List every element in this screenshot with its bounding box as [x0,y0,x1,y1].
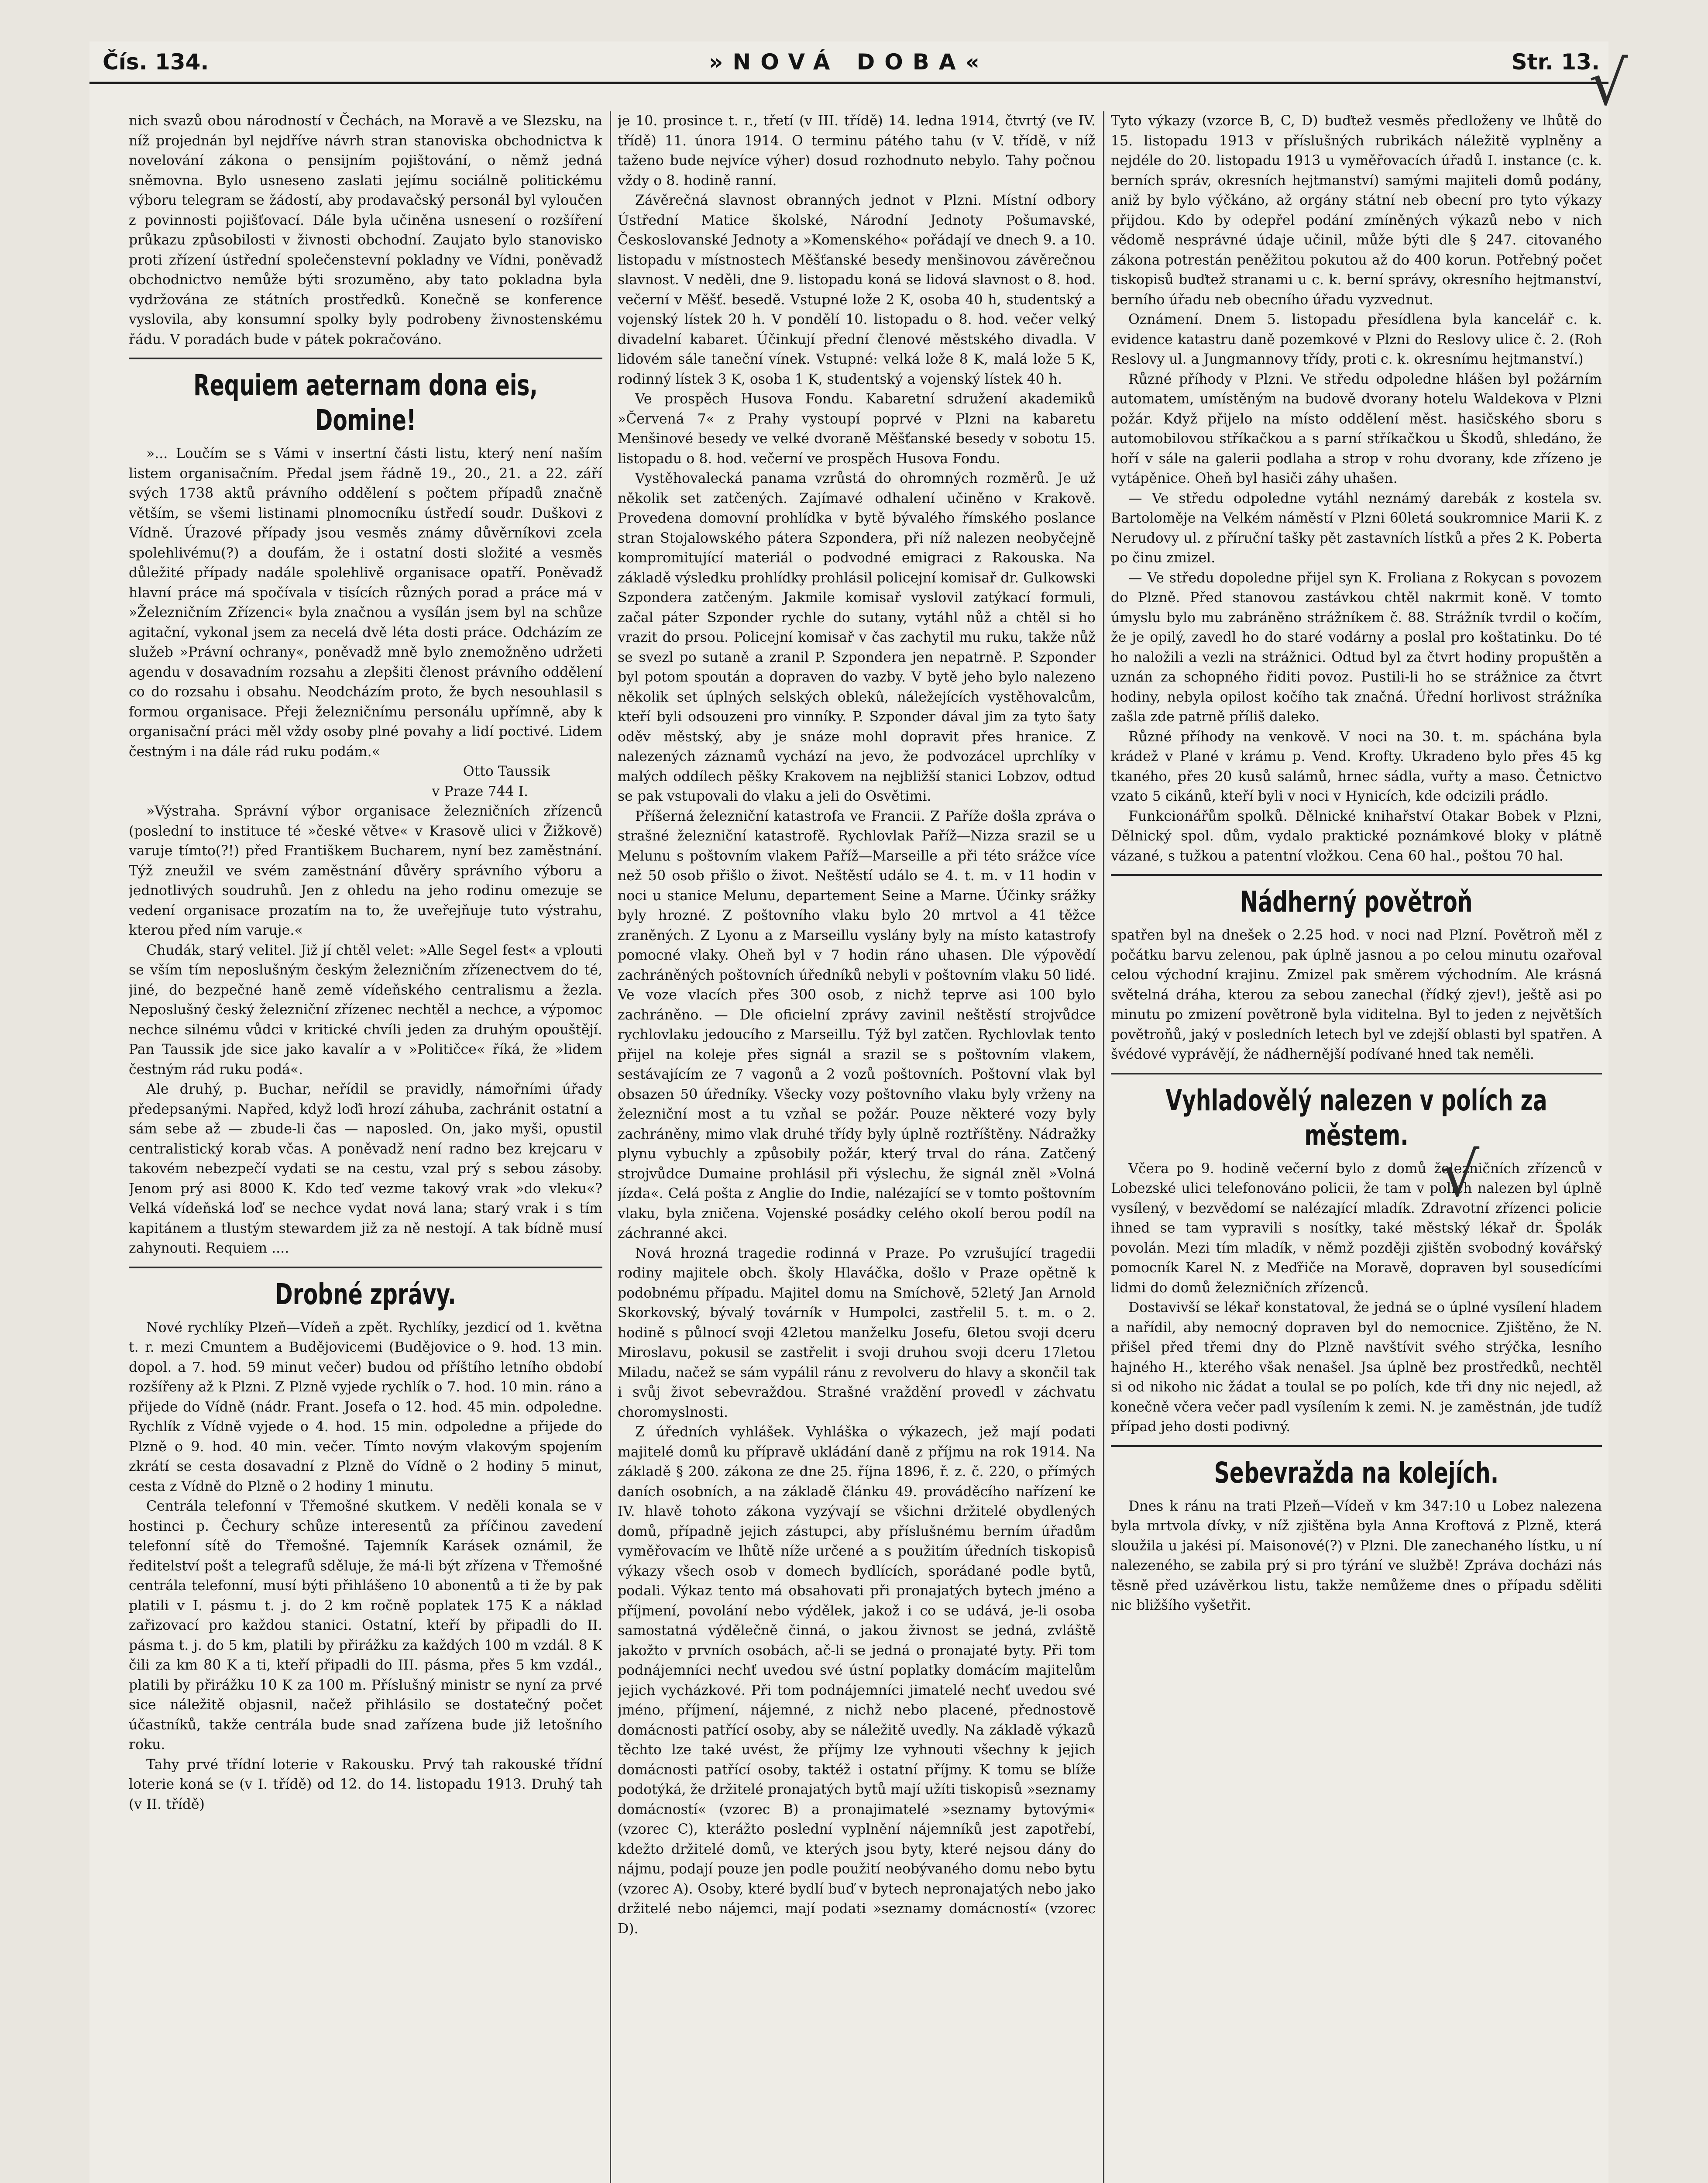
headline-sebevrazda: Sebevražda na kolejích. [1214,1456,1499,1490]
section-rule [129,1267,602,1268]
column-divider [1103,111,1104,2183]
signature-place: v Praze 744 I. [432,783,528,799]
section-rule [1111,1445,1602,1447]
newspaper-page [89,41,1608,2183]
page-number: Str. 13. [1511,49,1600,75]
column-1 [129,111,602,2183]
news-item: Funkcionářům spolků. Dělnické knihařství Otakar Bobek v Plzni, Dělnický spol. dům, vydalo praktické poznámkové bloky v plátně vázané, s tužkou a patentní vložkou. Cena 60 hal., poštou 70 hal. [1111,808,1602,864]
handwritten-checkmark-icon: √ [1440,1140,1480,1211]
headline-drobne-zpravy: Drobné zprávy. [275,1277,456,1311]
news-item: Nové rychlíky Plzeň—Vídeň a zpět. Rychlíky, jezdicí od 1. května t. r. mezi Cmuntem a Budějovicemi (Budějovice o 9. hod. 13 min. dopol. a 7. hod. 59 minut večer) budou od příštího letního období rozšířeny až k Plzni. Z Plzně vyjede rychlík o 7. hod. 10 min. ráno a přijede do Vídně (nádr. Frant. Josefa o 12. hod. 45 min. odpoledne. Rychlík z Vídně vyjede o 4. hod. 15 min. odpoledne a přijede do Plzně o 9. hod. 40 min. večer. Tímto novým vlakovým spojením zkrátí se cesta dosavadní z Plzně do Vídně o 2 hodiny 5 minut, cesta z Vídně do Plzně o 2 hodiny 1 minutu. [129,1319,602,1494]
article-text: Dnes k ránu na trati Plzeň—Vídeň v km 347:10 u Lobez nalezena byla mrtvola dívky, v níž zjištěna byla Anna Kroftová z Plzně, která sloužila u jakési pí. Maisonové(?) v Plzni. Dle zanechaného lístku, u ní nalezeného, se zabila prý si pro týrání ve službě! Zpráva docházi nás těsně před uzávěrkou listu, takže nemůžeme dnes o případu sděliti nic bližšího vyšetřit. [1111,1498,1602,1613]
headline-requiem: Requiem aeternam dona eis, Domine! [193,368,538,437]
article-text: nich svazů obou národností v Čechách, na Moravě a ve Slezsku, na níž projednán byl nejdříve návrh stran stanoviska obchodnictva k novelování zákona o pensijním pojištování, o němž jedná sněmovna. Bylo usneseno zaslati jejímu sociálně politickému výboru telegram se žádostí, aby prodavačský personál byl vyloučen z povinnosti pojišťovací. Dále byla učiněna usnesení o rozšíření průkazu způsobilosti v živnosti obchodní. Zaujato bylo stanovisko proti zřízení ústřední společenstevní pokladny ve Vídni, poněvadž obchodnictvo nemůže býti srozuměno, aby tato pokladna byla vydržována ze státních prostředků. Konečně se konference vyslovila, aby konsumní spolky byly podrobeny živnostenskému řádu. V poradách bude v pátek pokračováno. [129,113,602,348]
article-text: »Výstraha. Správní výbor organisace železničních zřízenců (poslední to instituce té »české větve« v Krasově ulici v Žižkově) varuje tímto(?!) před Františkem Bucharem, nyní bez zaměstnání. Týž zneužil ve svém zaměstnání důvěry správního výboru a jednotlivých soudruhů. Jen z ohledu na jeho rodinu omezuje se vedení organisace prozatím na to, že uveřejňuje tuto výstrahu, kterou před ním varuje.« [129,803,602,938]
news-item: Různé příhody na venkově. V noci na 30. t. m. spáchána byla krádež v Plané v krámu p. Vend. Krofty. Ukradeno bylo přes 45 kg tkaného, přes 20 kusů salámů, hrnec sádla, vuřty a maso. Četnictvo vzato 5 cikánů, kteří byli v noci v Hynicích, kde odcizili prádlo. [1111,729,1602,804]
news-item: je 10. prosince t. r., třetí (v III. třídě) 14. ledna 1914, čtvrtý (ve IV. třídě) 11. února 1914. O terminu pátého tahu (v V. třídě, v níž taženo bude nejvíce výher) dosud rozhodnuto nebylo. Tahy počnou vždy o 8. hodině ranní. [618,113,1096,189]
news-item: Z úředních vyhlášek. Vyhláška o výkazech, jež mají podati majitelé domů ku přípravě ukládání daně z příjmu na rok 1914. Na základě § 200. zákona ze dne 25. října 1896, ř. z. č. 220, o přímých daních osobních, a na základě článku 49. prováděcího nařízení ke IV. hlavě tohoto zákona vyzývají se všichni držitelé obydlených domů, případně jejich zástupci, aby příslušnému berním úřadům vyměřovacím ve lhůtě níže určené a s použitím úředních tiskopisů výkazy všech osob v domech bydlících, sporádané podle bytů, podali. Výkaz tento má obsahovati při pronajatých bytech jméno a příjmení, povolání nebo výdělek, jakož i co se udává, je-li osoba samostatná výdělečně činná, o jakou živnost se jedná, zvláště jakožto v prvních osobách, ač-li se jedná o pronajaté byty. Při tom podnájemníci nechť uvedou své ústní poplatky domácím majitelům jejich vycházkové. Při tom podnájemníci jimatelé nechť uvedou své jméno, příjmení, nájemné, z nichž nebo placené, přednostově domácnosti patřící osoby, aby se náležitě uvedly. Na základě výkazů těchto lze také uvést, že příjmy lze vyhnouti všechny k jejich domácnosti patřící osoby, taktéž i ostatní příjmy. K tomu se blíže podotýká, že držitelé pronajatých bytů mají užíti tiskopisů »seznamy domácností« (vzorec B) a pronajimatelé »seznamy bytovými« (vzorec C), kterážto poslední vyplnění nájemníků jest zapotřebí, kdežto držitelé domů, ve kterých jsou byty, které nejsou dány do nájmu, podají pouze jen podle použití neobývaného domu nebo bytu (vzorec A). Osoby, které bydlí buď v bytech nepronajatých nebo jako držitelé nebo nájemci, mají podati »seznamy domácností« (vzorec D). [618,1424,1096,1937]
article-text: Chudák, starý velitel. Již jí chtěl velet: »Alle Segel fest« a vplouti se vším tím neposlušným českým železničním zřízenectvem do té, jiné, do bezpečné haně země vídeňského centralismu a žezla. Neposlušný český železniční zřízenec nechtěl a nechce, a výpomoc nechce silnému vůdci v kritické chvíli jeden za druhým opouštějí. Pan Taussik jde sice jako kavalír a v »Političce« říká, že »lidem čestným rád ruku podá«. [129,942,602,1078]
news-item: Příšerná železniční katastrofa ve Francii. Z Paříže došla zpráva o strašné železniční katastrofě. Rychlovlak Paříž—Nizza srazil se u Melunu s poštovním vlakem Paříž—Marseille a při této srážce více než 50 osob přišlo o život. Neštěstí událo se 4. t. m. v 11 hodin v noci u stanice Melunu, departement Seine a Marne. Účinky srážky byly hrozné. Z poštovního vlaku bylo 20 mrtvol a 41 těžce zraněných. Z Lyonu a z Marseillu vyslány byly na místo katastrofy pomocné vlaky. Oheň byl v 7 hodin ráno uhasen. Dle výpovědí zachráněných poštovních úředníků nebyli v poštovním vlaku 50 lidé. Ve voze vlacích přes 300 osob, z nichž teprve asi 100 bylo zachráněno. — Dle oficielní zprávy zavinil neštěstí strojvůdce rychlovlaku jedoucího z Marseillu. Týž byl zatčen. Rychlovlak tento přijel na koleje přes signál a srazil se s poštovním vlakem, sestávajícím ze 7 vagonů a 2 vozů poštovních. Poštovní vlak byl obsazen 50 úředníky. Všecky vozy poštovního vlaku byly vrženy na železniční most a tu vzňal se požár. Pouze některé vozy byly zachráněny, mimo vlak druhé třídy byly úplně roztříštěny. Nádražky plynu vybuchly a způsobily požár, který trval do rána. Zatčený strojvůdce Dumaine prohlásil při výslechu, že signál zněl »Volná jízda«. Celá pošta z Anglie do Indie, nalézající se v tomto poštovním vlaku, byla zničena. Vojenské posádky celého okolí berou podíl na záchranné akci. [618,808,1096,1241]
news-item: Ve prospěch Husova Fondu. Kabaretní sdružení akademiků »Červená 7« z Prahy vystoupí poprvé v Plzni na kabaretu Menšinové besedy ve velké dvoraně Měšťanské besedy v sobotu 15. listopadu o 8. hod. večerní ve prospěch Husova Fondu. [618,391,1096,467]
column-3 [1111,111,1602,2183]
article-text: Dostavivší se lékař konstatoval, že jedná se o úplné vysílení hladem a nařídil, aby nemocný dopraven byl do nemocnice. Zjištěno, že N. přišel před třemi dny do Plzně navštívit svého strýčka, lesního hajného H., kterého však nenašel. Jsa úplně bez prostředků, nechtěl si od nikoho nic žádat a toulal se po polích, kde tři dny nic nejedl, až konečně včera večer padl vysílením k zemi. N. je zaměstnán, jde tudíž případ jeho dosti podivný. [1111,1300,1602,1435]
headline-vyhladovely: Vyhladovělý nalezen v polích za městem. [1165,1083,1547,1152]
article-text: spatřen byl na dnešek o 2.25 hod. v noci nad Plzní. Povětroň měl z počátku barvu zelenou, pak úplně jasnou a po celou minutu ozařoval celou východní krajinu. Zmizel pak směrem východním. Ale krásná světelná dráha, kterou za sebou zanechal (řídký zjev!), ještě asi po minutu po zmizení povětroně byla viditelna. Byl to jeden z největších povětroňů, jaký v posledních letech byl ve zdejší oblasti byl spatřen. A švédové vyprávějí, že nádhernější podívané hned tak neměli. [1111,927,1602,1062]
column-divider [610,111,611,2183]
news-item: Závěrečná slavnost obranných jednot v Plzni. Místní odbory Ústřední Matice školské, Národní Jednoty Pošumavské, Českoslovanské Jednoty a »Komenského« pořádají ve dnech 9. a 10. listopadu v místnostech Měšťanské besedy menšinovou závěrečnou slavnost. V neděli, dne 9. listopadu koná se lidová slavnost o 8. hod. večerní v Měšť. besedě. Vstupné lože 2 K, osoba 40 h, studentský a vojenský lístek 20 h. V pondělí 10. listopadu o 8. hod. večer velký divadelní kabaret. Účinkují přední členové městského divadla. V lidovém sále taneční vínek. Vstupné: velká lože 8 K, malá lože 5 K, rodinný lístek 3 K, osoba 1 K, studentský a vojenský lístek 40 h. [618,193,1096,387]
article-text: Včera po 9. hodině večerní bylo z domů železničních zřízenců v Lobezské ulici telefonováno policii, že tam v polích nalezen byl úplně vysílený, v bezvědomí se nalézající mladík. Zdravotní zřízenci policie ihned se tam vypravili s nosítky, také městský lékař dr. Špolák povolán. Mezi tím mladík, v němž později zjištěn svobodný kovářský pomocník Karel N. z Meďřiče na Moravě, dopraven byl sousedícími lidmi do domů železničních zřízenců. [1111,1160,1602,1296]
section-rule [129,358,602,359]
news-item: Vystěhovalecká panama vzrůstá do ohromných rozměrů. Je už několik set zatčených. Zajímavé odhalení učiněno v Krakově. Provedena domovní prohlídka v bytě bývalého římského poslance stran Stojalowského pátera Szpondera, při níž nalezen neobyčejně kompromitující materiál o podvodné emigraci z Rakouska. Na základě výsledku prohlídky prohlásil policejní komisař dr. Gulkowski Szpondera zatčeným. Jakmile komisař vyslovil zatýkací formuli, začal páter Szponder rychle do sutany, vytáhl nůž a chtěl si ho vrazit do prsou. Policejní komisař v čas zachytil mu ruku, takže nůž se svezl po sutaně a zranil P. Szpondera jen nepatrně. P. Szponder byl potom spoután a dopraven do vazby. V bytě jeho bylo nalezeno několik set úplných selských oblekû, náležejících vystěhovalcům, kteří byli odsouzeni pro vinníky. P. Szponder dával jim za tyto šaty oděv městský, aby je snáze mohl dopravit přes hranice. Z nalezených záznamů vychází na jevo, že podvozácel uprchlíky v malých oddílech pěšky Krakovem na nejbližší stanici Lobzov, odtud se pak vstupovali do vlaku a jeli do Osvětimi. [618,471,1096,804]
issue-number: Čís. 134. [103,49,209,75]
page-header [89,41,1608,84]
news-item: Centrála telefonní v Třemošné skutkem. V neděli konala se v hostinci p. Čechury schůze interesentů za příčinou zavedení telefonní sítě do Třemošné. Tajemník Karásek oznámil, že ředitelství pošt a telegrafů sděluje, že má-li být zřízena v Třemošné centrála telefonní, musí býti přihlášeno 10 abonentů a ti že by pak platili v I. pásmu t. j. do 2 km ročně poplatek 175 K a náklad zařizovací pro každou stanici. Ostatní, kteří by připadli do II. pásma t. j. do 5 km, platili by přirážku za každých 100 m vzdál. 8 K čili za km 80 K a ti, kteří připadli do III. pásma, přes 5 km vzdál., platili by přirážku 10 K za 100 m. Příslušný ministr se nyní za prvé sice náležitě objasnil, načež přihlásilo se dostatečný počet účastníků, takže centrála bude snad zařízena bude již letošního roku. [129,1498,602,1753]
section-rule [1111,1073,1602,1074]
article-text: Ale druhý, p. Buchar, neřídil se pravidly, námořními úřady předepsanými. Napřed, když loďi hrozí záhuba, zachránit ostatní a sám sebe až — zbude-li čas — naposled. On, jako myši, opustil centralistický korab včas. A poněvadž není radno bez krejcaru v takovém nebezpečí vydati se na cestu, vzal prý s sebou zásoby. Jenom prý asi 8000 K. Kdo teď vezme takový vrak »do vleku«? Velká vídeňská loď se nechce vydat nová lana; starý vrak i s tím kapitánem a tlustým stewardem již za ně nestojí. A tak bídně musí zahynouti. Requiem .... [129,1081,602,1256]
headline-povetron: Nádherný povětroň [1240,885,1473,919]
news-item: Nová hrozná tragedie rodinná v Praze. Po vzrušující tragedii rodiny majitele obch. školy Hlaváčka, došlo v Praze opětně k podobnému případu. Majitel domu na Smíchově, 52letý Jan Arnold Skorkovský, bývalý továrník v Humpolci, zastřelil 5. t. m. o 2. hodině s půlnocí svoji 42letou manželku Josefu, 6letou svoji dceru Miroslavu, pokusil se zastřelit i svoji druhou svoji dceru 17letou Miladu, načež se sám vypálil ránu z revolveru do hlavy a skončil tak i svůj život sebevraždou. Strašné vraždění provedl v záchvatu choromyslnosti. [618,1245,1096,1420]
section-rule [1111,874,1602,876]
news-item: Oznámení. Dnem 5. listopadu přesídlena byla kancelář c. k. evidence katastru daně pozemkové v Plzni do Reslovy ulice č. 2. (Roh Reslovy ul. a Jungmannovy třídy, proti c. k. okresnímu hejtmanství.) [1111,312,1602,367]
news-item: — Ve středu dopoledne přijel syn K. Froliana z Rokycan s povozem do Plzně. Před stanovou zastávkou chtěl nakrmit koně. V tomto úmyslu bylo mu zabráněno strážníkem č. 88. Strážník tvrdil o kočím, že je opilý, zavedl ho do staré vodárny a poslal pro koštatinku. Do té ho naložili a vezli na strážnici. Odtud byl za čtvrt hodiny propuštěn a uznán za schopného řiditi povoz. Pustili-li ho se strážnice za čtvrt hodiny, nebyla opilost kočího tak značná. Úřední horlivost strážníka zašla zde patrně příliš daleko. [1111,570,1602,725]
news-item: Tyto výkazy (vzorce B, C, D) buďtež vesměs předloženy ve lhůtě do 15. listopadu 1913 v příslušných rubrikách náležitě vyplněny a nejdéle do 20. listopadu 1913 u vyměřovacích úřadů I. instance (c. k. berních správ, okresních hejtmanství) samými majiteli domů podány, aniž by bylo výčkáno, až orgány státní neb obecní pro tyto výkazy přijdou. Kdo by odepřel podání zmíněných výkazů nebo v nich vědomě nesprávné údaje učinil, může býti dle § 247. citovaného zákona potrestán peněžitou pokutou až do 400 korun. Potřebný počet tiskopisů buďtež stranami u c. k. berní správy, okresního hejtmanství, berního úřadu neb obecního úřadu vyzvednut. [1111,113,1602,308]
news-item: — Ve středu odpoledne vytáhl neznámý darebák z kostela sv. Bartoloměje na Velkém náměstí v Plzni 60letá soukromnice Marii K. z Nerudovy ul. z příruční tašky pět zastavních lístků a přes 2 K. Poberta po činu zmizel. [1111,490,1602,566]
news-item: Tahy prvé třídní loterie v Rakousku. Prvý tah rakouské třídní loterie koná se (v I. třídě) od 12. do 14. listopadu 1913. Druhý tah (v II. třídě) [129,1756,602,1812]
column-2 [618,111,1096,2183]
news-item: Různé příhody v Plzni. Ve středu odpoledne hlášen byl požárním automatem, umístěným na budově dvorany hotelu Waldekova v Plzni požár. Když přijelo na místo oddělení měst. hasičského sboru s automobilovou stříkačkou a s parní stříkačkou u Škodů, shledáno, že hoří v sále na galerii podlaha a strop v rohu dvorany, kde zřízeno je vytápěnice. Oheň byl hasiči záhy uhašen. [1111,371,1602,486]
handwritten-checkmark-icon: √ [1589,48,1628,119]
article-text: »... Loučím se s Vámi v insertní části listu, který není naším listem organisačním. Předal jsem řádně 19., 20., 21. a 22. září svých 1738 aktů právního oddělení s počtem případů značně větším, se všemi listinami plnomocníku ústředí soudr. Duškovi z Vídně. Úrazové případy jsou vesměs známy důvěrníkovi zcela spolehlivému(?) a doufám, že i ostatní dosti složité a vesměs důležité případy nadále spolehlivě organisace opatří. Poněvadž hlavní práce má spočívala v tisících různých porad a práce má v »Železničním Zřízenci« byla značnou a vysílán jsem byl na schůze agitační, vykonal jsem za necelá dvě léta dosti práce. Odcházím ze služeb »Právní ochrany«, poněvadž mně bylo znemožněno udržeti agendu v dosavadním rozsahu a zlepšiti členost právního oddělení co do rozsahu i obsahu. Neodcházím proto, že bych nesouhlasil s formou organisace. Přeji železničnímu personálu upřímně, aby k organisační práci měl vždy osoby plné povahy a lidí poctivé. Lidem čestným i na dále rád ruku podám.« [129,446,602,760]
signature-name: Otto Taussik [463,764,550,779]
masthead-title: »NOVÁ DOBA« [709,49,989,75]
